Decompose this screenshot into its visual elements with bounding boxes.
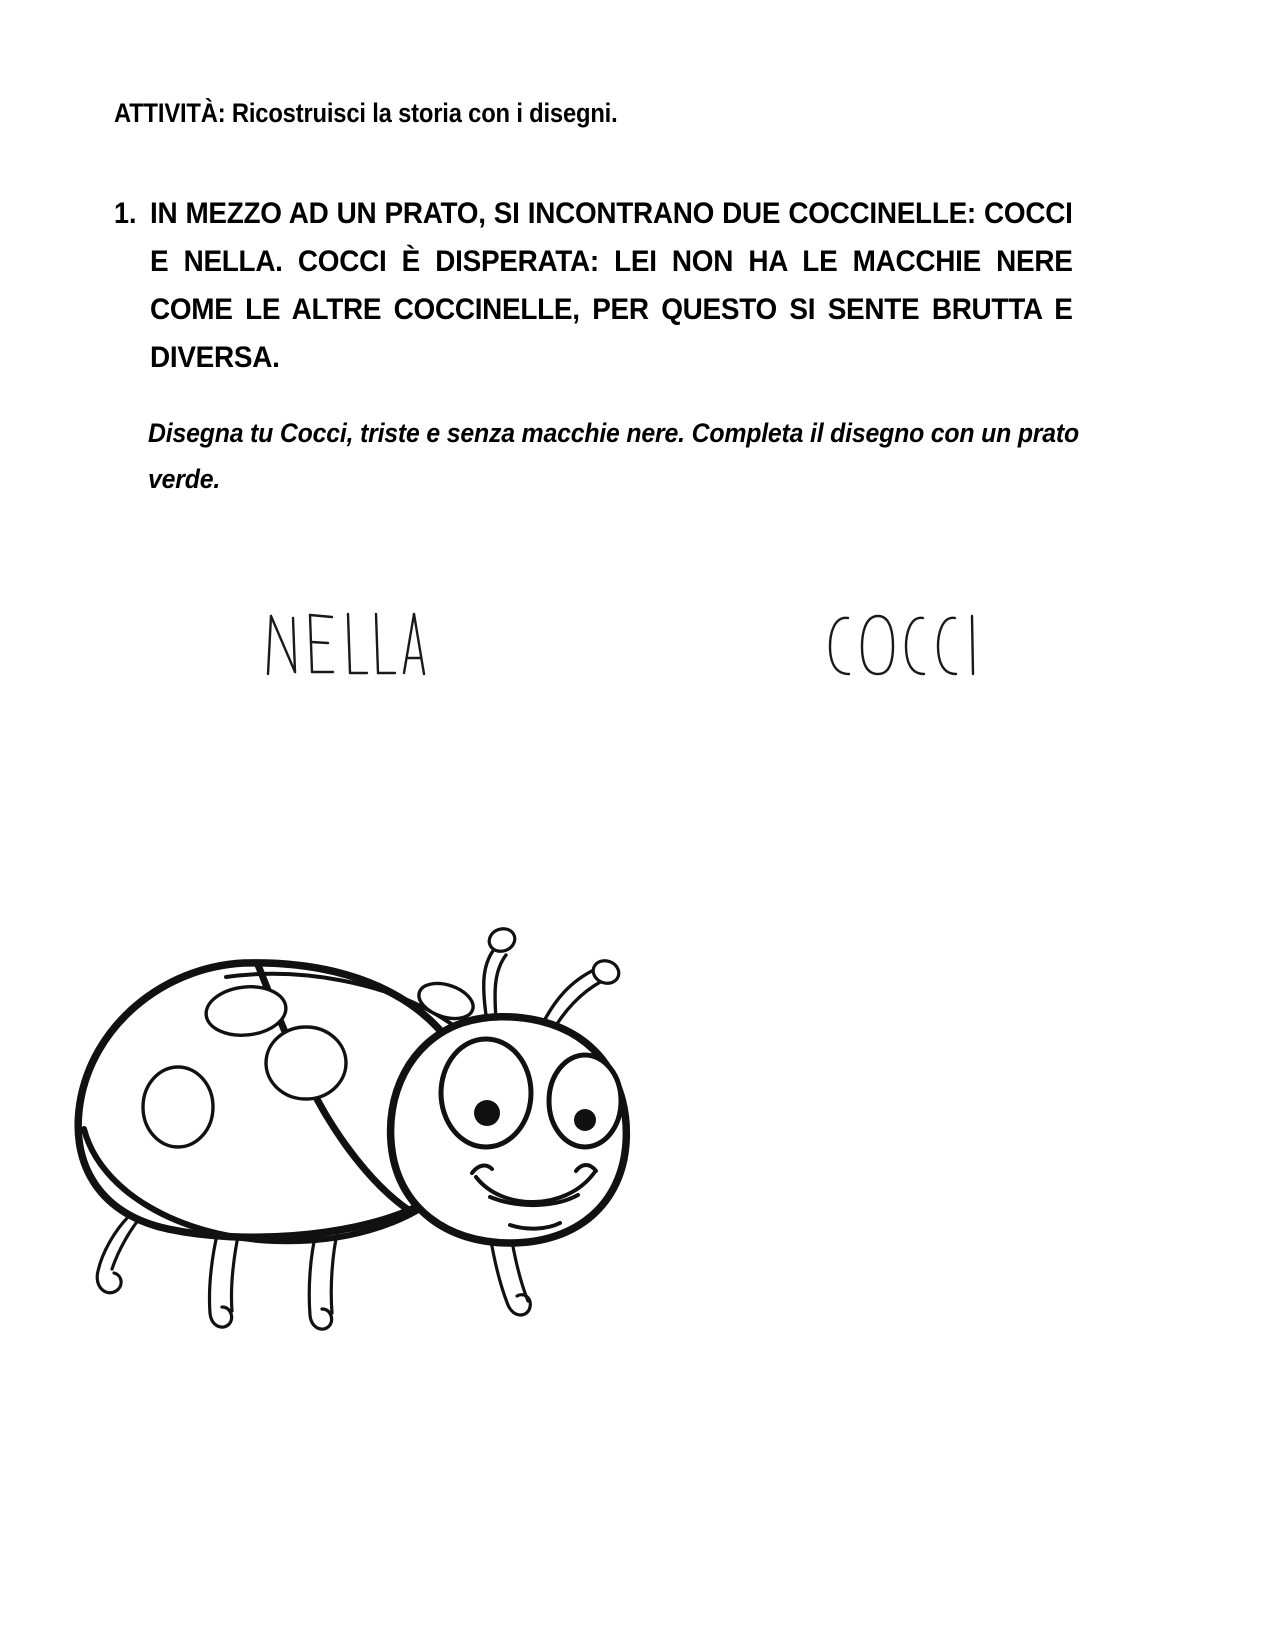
label-cocci bbox=[822, 592, 982, 682]
story-block bbox=[114, 190, 1142, 430]
activity-heading bbox=[114, 98, 1012, 129]
label-nella bbox=[262, 592, 432, 682]
story-item-text: IN MEZZO AD UN PRATO, SI INCONTRANO DUE COCCINELLE: COCCI E NELLA. COCCI È DISPERATA: LEI NON HA LE MACCHIE NERE COME LE ALTRE COCCINELLE, PER QUESTO SI SENTE BRUTTA E DIVERSA. bbox=[150, 197, 1073, 374]
story-item-number: 1. bbox=[114, 197, 137, 230]
activity-heading-text: ATTIVITÀ: Ricostruisci la storia con i disegni. bbox=[114, 98, 618, 128]
name-labels bbox=[0, 592, 1275, 692]
story-row bbox=[114, 190, 1142, 430]
ladybug-drawing bbox=[58, 915, 658, 1335]
instruction-text: Disegna tu Cocci, triste e senza macchie nere. Completa il disegno con un prato verde. bbox=[148, 418, 1080, 494]
